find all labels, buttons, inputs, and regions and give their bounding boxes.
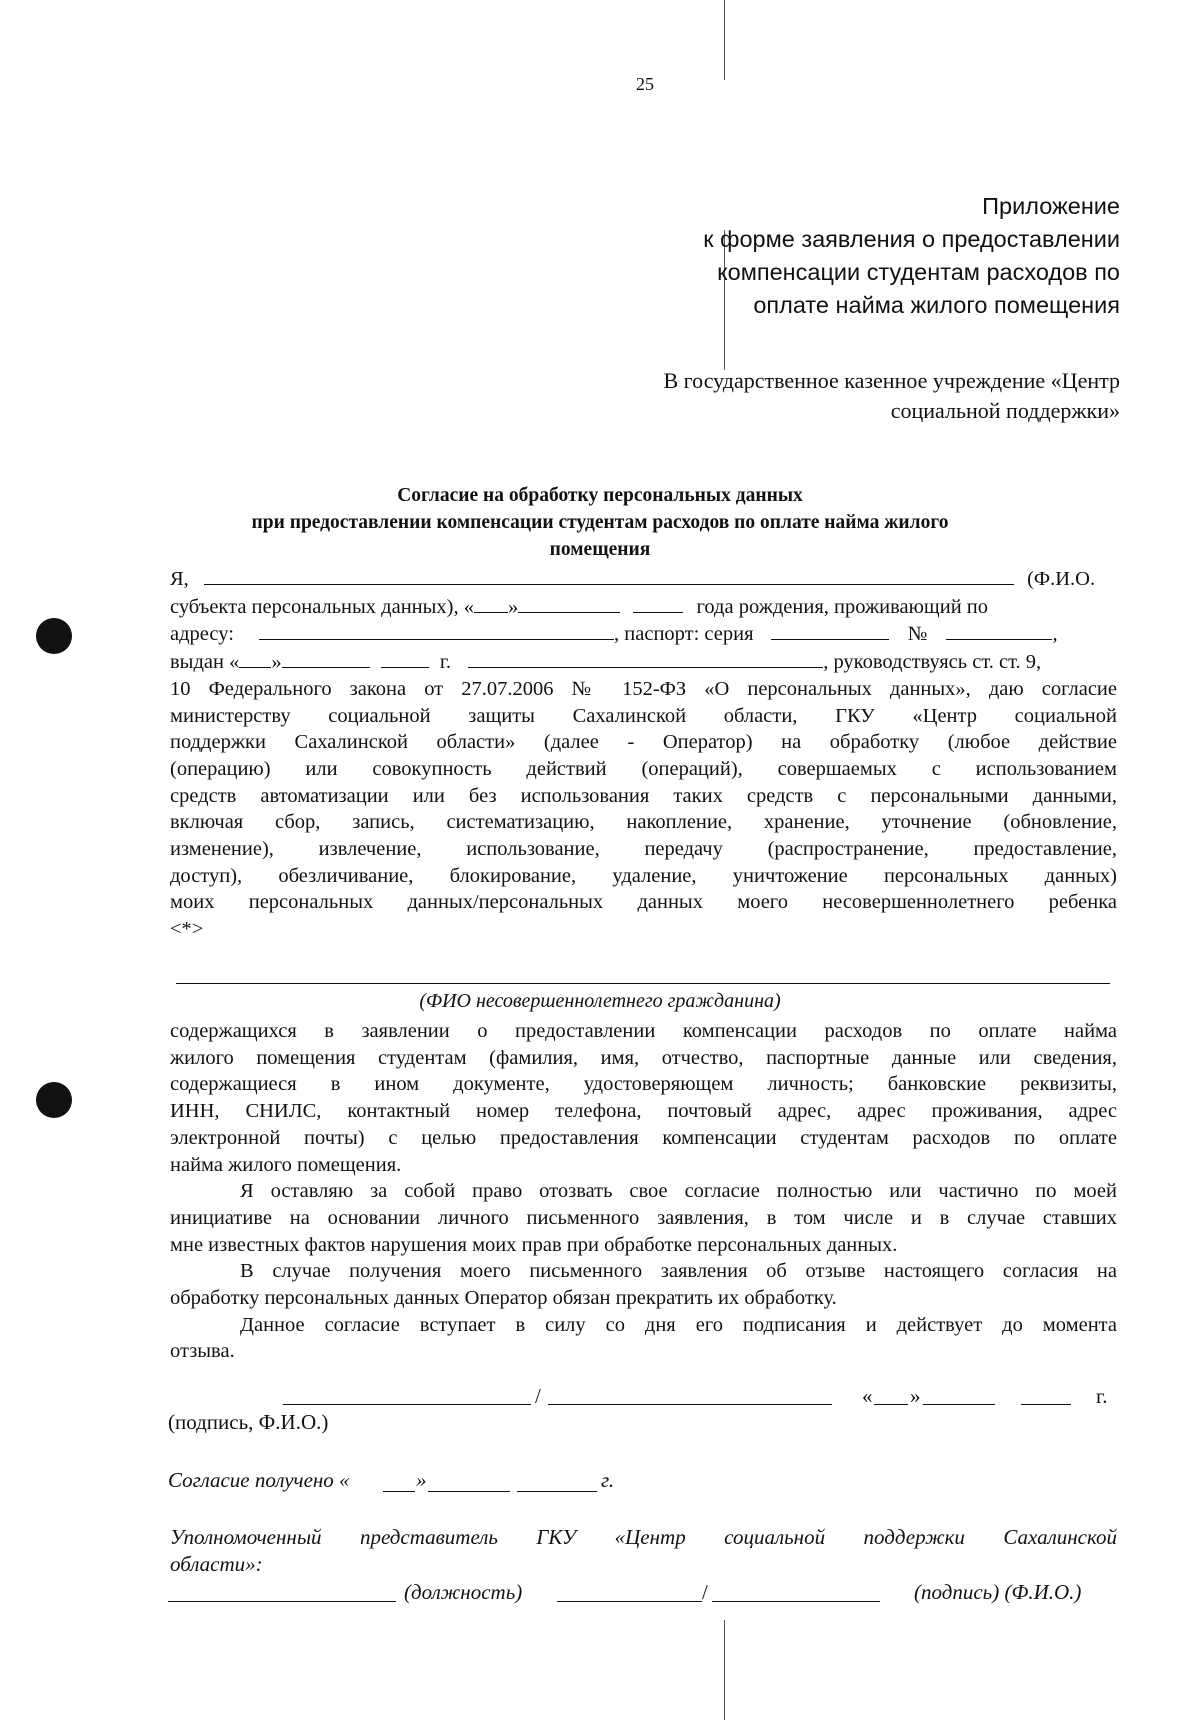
birth-year-field[interactable] [633,593,683,613]
minor-fio-caption: (ФИО несовершеннолетнего гражданина) [419,990,781,1012]
consent-line: моих персональных данных/персональных данных моего несовершеннолетнего ребенка [170,891,1117,914]
withdraw-line: обработку персональных данных Оператор обязан прекратить их обработку. [170,1287,837,1310]
representative-line: Уполномоченный представитель ГКУ «Центр социальной поддержки Сахалинской [170,1525,1117,1549]
year-abbr: г. [439,651,452,674]
signature-field[interactable] [283,1404,531,1405]
appendix-line: компенсации студентам расходов по [717,259,1120,285]
representative-block [170,1524,1117,1577]
addressee-line: социальной поддержки» [890,398,1120,423]
revoke-line: инициативе на основании личного письменного заявления, в том числе и в случае ставших [170,1206,1117,1229]
signature-day-field[interactable] [874,1404,908,1405]
quote-close: » [271,651,282,674]
signature-month-field[interactable] [923,1404,995,1405]
consent-line: изменение), извлечение, использование, передачу (распространение, предоставление, [170,838,1117,861]
subject-label: субъекта персональных данных), « [170,595,474,618]
issued-day-field[interactable] [239,648,271,668]
representative-sign-label: (подпись) (Ф.И.О.) [914,1580,1082,1604]
consent-line: включая сбор, запись, систематизацию, накопление, хранение, уточнение (обновление, [170,811,1117,834]
received-year-field[interactable] [517,1491,597,1492]
punch-hole-mark [36,618,72,654]
revoke-line: Я оставляю за собой право отозвать свое согласие полностью или частично по моей [240,1180,1117,1203]
received-label: Согласие получено « [168,1468,350,1492]
birth-month-field[interactable] [518,593,620,613]
revoke-line: мне известных фактов нарушения моих прав при обработке персональных данных. [170,1233,898,1256]
consent-line: министерству социальной защиты Сахалинской области, ГКУ «Центр социальной [170,704,1117,727]
ya-label: Я, [170,568,189,590]
signature-caption: (подпись, Ф.И.О.) [168,1410,329,1434]
contained-line: содержащихся в заявлении о предоставлении компенсации расходов по оплате найма [170,1020,1117,1042]
form-line-issued [170,648,1117,676]
birth-text: года рождения, проживающий по [696,595,989,618]
issued-by-field[interactable] [468,648,823,668]
form-line-address [170,620,1117,648]
received-close-quote: » [416,1468,427,1492]
valid-line: Данное согласие вступает в силу со дня его подписания и действует до момента [240,1313,1117,1336]
title-line: Согласие на обработку персональных данных [397,485,803,506]
document-body-lower [170,1018,1117,1365]
representative-slash: / [702,1580,708,1604]
issued-label: выдан « [170,651,240,674]
passport-label: , паспорт: серия [614,623,754,646]
comma: , [1052,623,1058,646]
passport-number-field[interactable] [946,620,1052,640]
consent-line: поддержки Сахалинской области» (далее - Оператор) на обработку (любое действие [170,731,1117,754]
signature-slash: / [535,1384,541,1408]
position-field[interactable] [168,1601,396,1602]
received-day-field[interactable] [383,1491,415,1492]
consent-line: средств автоматизации или без использования таких средств с персональными данными, [170,784,1117,807]
birth-day-field[interactable] [474,593,508,613]
asterisk-note: <*> [170,918,204,941]
consent-line: (операцию) или совокупность действий (операций), совершаемых с использованием [170,757,1117,780]
fio-field[interactable] [204,565,1014,585]
document-body [170,565,1117,943]
signature-date-open: « [862,1384,873,1408]
signature-year-field[interactable] [1021,1404,1071,1405]
signature-name-field[interactable] [548,1404,832,1405]
consent-line: доступ), обезличивание, блокирование, удаление, уничтожение персональных данных) [170,864,1117,887]
contained-line: содержащиеся в ином документе, удостоверяющем личность; банковские реквизиты, [170,1073,1117,1096]
passport-number-label: № [907,623,928,646]
appendix-header [703,190,1120,322]
issued-year-field[interactable] [381,648,429,668]
title-line: помещения [549,539,651,560]
position-label: (должность) [404,1580,523,1604]
fold-line [724,0,725,80]
received-year-abbr: г. [601,1468,615,1492]
addressee-line: В государственное казенное учреждение «Центр [663,368,1120,393]
addressee-block [664,366,1121,426]
representative-sign-field[interactable] [557,1601,702,1602]
appendix-line: оплате найма жилого помещения [753,292,1120,318]
document-title [0,482,1200,563]
signature-date-close: » [910,1384,921,1408]
minor-fio-field[interactable] [176,983,1110,984]
contained-line: ИНН, СНИЛС, контактный номер телефона, почтовый адрес, адрес проживания, адрес [170,1100,1117,1123]
fio-label: (Ф.И.О. [1027,568,1096,590]
representative-name-field[interactable] [712,1601,880,1602]
consent-line: 10 Федерального закона от 27.07.2006 № 152-ФЗ «О персональных данных», даю согласие [170,677,1117,700]
address-label: адресу: [170,623,234,646]
address-field[interactable] [259,620,614,640]
guided-text: , руководствуясь ст. ст. 9, [823,651,1042,674]
fold-line [724,1620,725,1720]
quote-close: » [508,595,519,618]
passport-series-field[interactable] [771,620,889,640]
issued-month-field[interactable] [282,648,370,668]
contained-line: найма жилого помещения. [170,1153,402,1176]
representative-line: области»: [170,1551,263,1576]
title-line: при предоставлении компенсации студентам расходов по оплате найма жилого [251,512,949,533]
valid-line: отзыва. [170,1340,235,1363]
contained-line: электронной почты) с целью предоставления компенсации студентам расходов по оплате [170,1126,1117,1149]
contained-line: жилого помещения студентам (фамилия, имя, отчество, паспортные данные или сведения, [170,1046,1117,1069]
form-line-birth [170,593,1117,621]
punch-hole-mark [36,1082,72,1118]
form-line-name [170,565,1117,593]
appendix-line: к форме заявления о предоставлении [703,226,1120,252]
signature-year-abbr: г. [1096,1384,1108,1408]
received-month-field[interactable] [428,1491,510,1492]
withdraw-line: В случае получения моего письменного заявления об отзыве настоящего согласия на [240,1260,1117,1283]
appendix-line: Приложение [982,193,1120,219]
page-number: 25 [636,74,654,94]
